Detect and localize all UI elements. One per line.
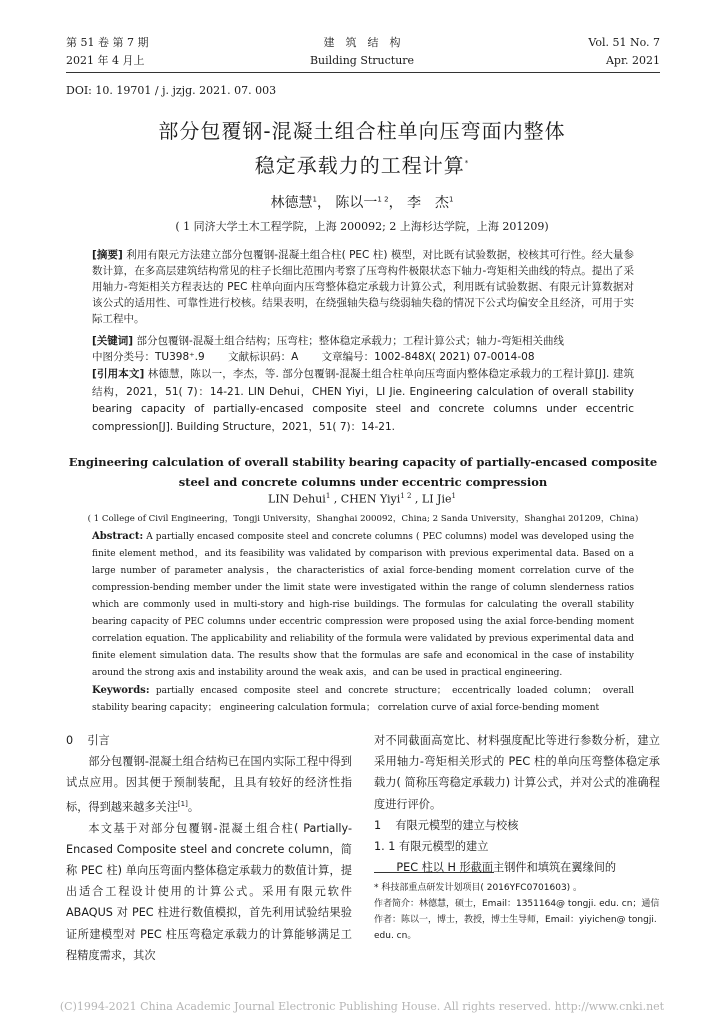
footnote [374,880,660,944]
watermark: (C)1994-2021 China Academic Journal Electronic Publishing House. All rights reserved. http://www.cnki.net [59,1000,665,1013]
header-volume-en: Vol. 51 No. 7 [588,36,660,49]
header-volume-cn: 第 51 卷 第 7 期 [66,36,149,49]
abstract-en: Abstract: A partially encased composite steel and concrete columns ( PEC columns) model was developed using the finite element method，and its feasibility was validated by comparison with previous experimental data. Based on a large number of parameter analysis，the characteristics of axial force-bending moment correlation curve of the compression-bending member under the limit state were investigated within the range of column slenderness ratios which are commonly used in multi-story and high-rise buildings. The formulas for calculating the overall stability bearing capacity of PEC columns under eccentric compression were proposed using the axial force-bending moment correlation equation. The applicability and reliability of the formula were validated by previous experimental data and finite element simulation data. The results show that the formulas are safe and economical in the case of instability around the strong axis and instability around the weak axis，and can be used in practical engineering. [92,531,634,678]
header-date-cn: 2021 年 4 月上 [66,54,145,67]
title-footnote-mark: * [464,159,470,167]
reference-marker[interactable]: [1] [177,799,188,808]
affiliation-cn: ( 1 同济大学土木工程学院，上海 200092; 2 上海杉达学院，上海 201209) [175,220,549,233]
authors-en: LIN Dehui$^1$ , CHEN Yiyi$^{1 2}$ , LI Jie$^1$ [268,492,456,506]
body-right-column [374,730,660,878]
section-0-heading: 0 引言 [66,734,110,747]
title-cn-line1: 部分包覆钢-混凝土组合柱单向压弯面内整体 [158,119,566,143]
citation: [引用本文] 林德慧，陈以一，李杰，等. 部分包覆钢-混凝土组合柱单向压弯面内整体稳定承载力的工程计算[J]. 建筑结构，2021，51( 7)：14-21. LIN Dehui，CHEN Yiyi，LI Jie. Engineering calculation of overall stability bearing capacity of partially-encased composite steel and concrete columns under eccentric compression[J]. Building Structure，2021，51( 7)：14-21. [92,368,634,433]
footnote-author-intro: 作者简介：林德慧，硕士，Email：1351164@ tongji. edu. cn；通信作者：陈以一，博士，教授，博士生导师，Email：yiyichen@ tongji. edu. cn。 [374,899,660,941]
doi: DOI: 10. 19701 / j. jzjg. 2021. 07. 003 [66,84,277,97]
footnote-rule [374,872,494,873]
header-date-en: Apr. 2021 [605,54,660,67]
abstract-cn: [摘要] 利用有限元方法建立部分包覆钢-混凝土组合柱( PEC 柱) 模型，对比既有试验数据，校核其可行性。经大量参数计算，在多高层建筑结构常见的柱子长细比范围内考察了压弯构件极限状态下轴力-弯矩相关曲线的特点。提出了采用轴力-弯矩相关方程表达的 PEC 柱单向面内压弯整体稳定承载力计算公式，利用既有试验数据、有限元计算数据对该公式的适用性、可靠性进行校核。结果表明，在绕强轴失稳与绕弱轴失稳的情况下公式均偏安全且经济，可用于实际工程中。 [92,249,634,325]
section-1-1-heading: 1. 1 有限元模型的建立 [374,840,489,854]
header-journal-cn: 建 筑 结 构 [323,36,401,49]
title-en-line2: steel and concrete columns under eccentric compression [178,475,548,489]
paragraph: 本文基于对部分包覆钢-混凝土组合柱( Partially-Encased Composite steel and concrete column，简称 PEC 柱) 单向压弯面内整体稳定承载力的数值计算，提出适合工程设计使用的计算公式。采用有限元软件 ABAQUS 对 PEC 柱进行数值模拟，首先利用试验结果验证所建模型对 PEC 柱压弯稳定承载力的计算能够满足工程精度需求，其次 [66,821,352,962]
keywords-en: Keywords: partially encased composite steel and concrete structure； eccentrically loaded column； overall stability bearing capacity； engineering calculation formula； correlation curve of axial force-bending moment [92,685,634,713]
header-rule [66,72,660,73]
keywords-cn: [关键词] 部分包覆钢-混凝土组合结构；压弯柱；整体稳定承载力；工程计算公式；轴力-弯矩相关曲线 [92,335,565,347]
footnote-fund: * 科技部重点研发计划项目( 2016YFC0701603) 。 [374,883,583,893]
authors-cn: 林德慧$^1$， 陈以一$^{1 2}$， 李 杰$^1$ [270,195,454,211]
header-journal-en: Building Structure [309,54,415,67]
title-cn-line2: 稳定承载力的工程计算* [254,153,470,178]
affiliation-en: ( 1 College of Civil Engineering，Tongji University，Shanghai 200092，China; 2 Sanda University，Shanghai 201209，China) [87,514,639,524]
section-1-heading: 1 有限元模型的建立与校核 [374,818,519,832]
paragraph: 对不同截面高宽比、材料强度配比等进行参数分析，建立采用轴力-弯矩相关形式的 PEC 柱的单向压弯整体稳定承载力( 简称压弯稳定承载力) 计算公式，并对公式的准确程度进行评价。 [374,734,660,811]
classification: 中图分类号：TU398⁺.9 文献标识码：A 文章编号：1002-848X( 2021) 07-0014-08 [92,351,535,363]
body-left-column [66,730,352,966]
paragraph: 部分包覆钢-混凝土组合结构已在国内实际工程中得到试点应用。因其便于预制装配，且具有较好的经济性指标，得到越来越多关注[1]。 [66,755,352,814]
title-en-line1: Engineering calculation of overall stability bearing capacity of partially-encased composite [68,455,658,469]
paragraph: PEC 柱以 H 形截面主钢件和填筑在翼缘间的 [396,861,617,875]
